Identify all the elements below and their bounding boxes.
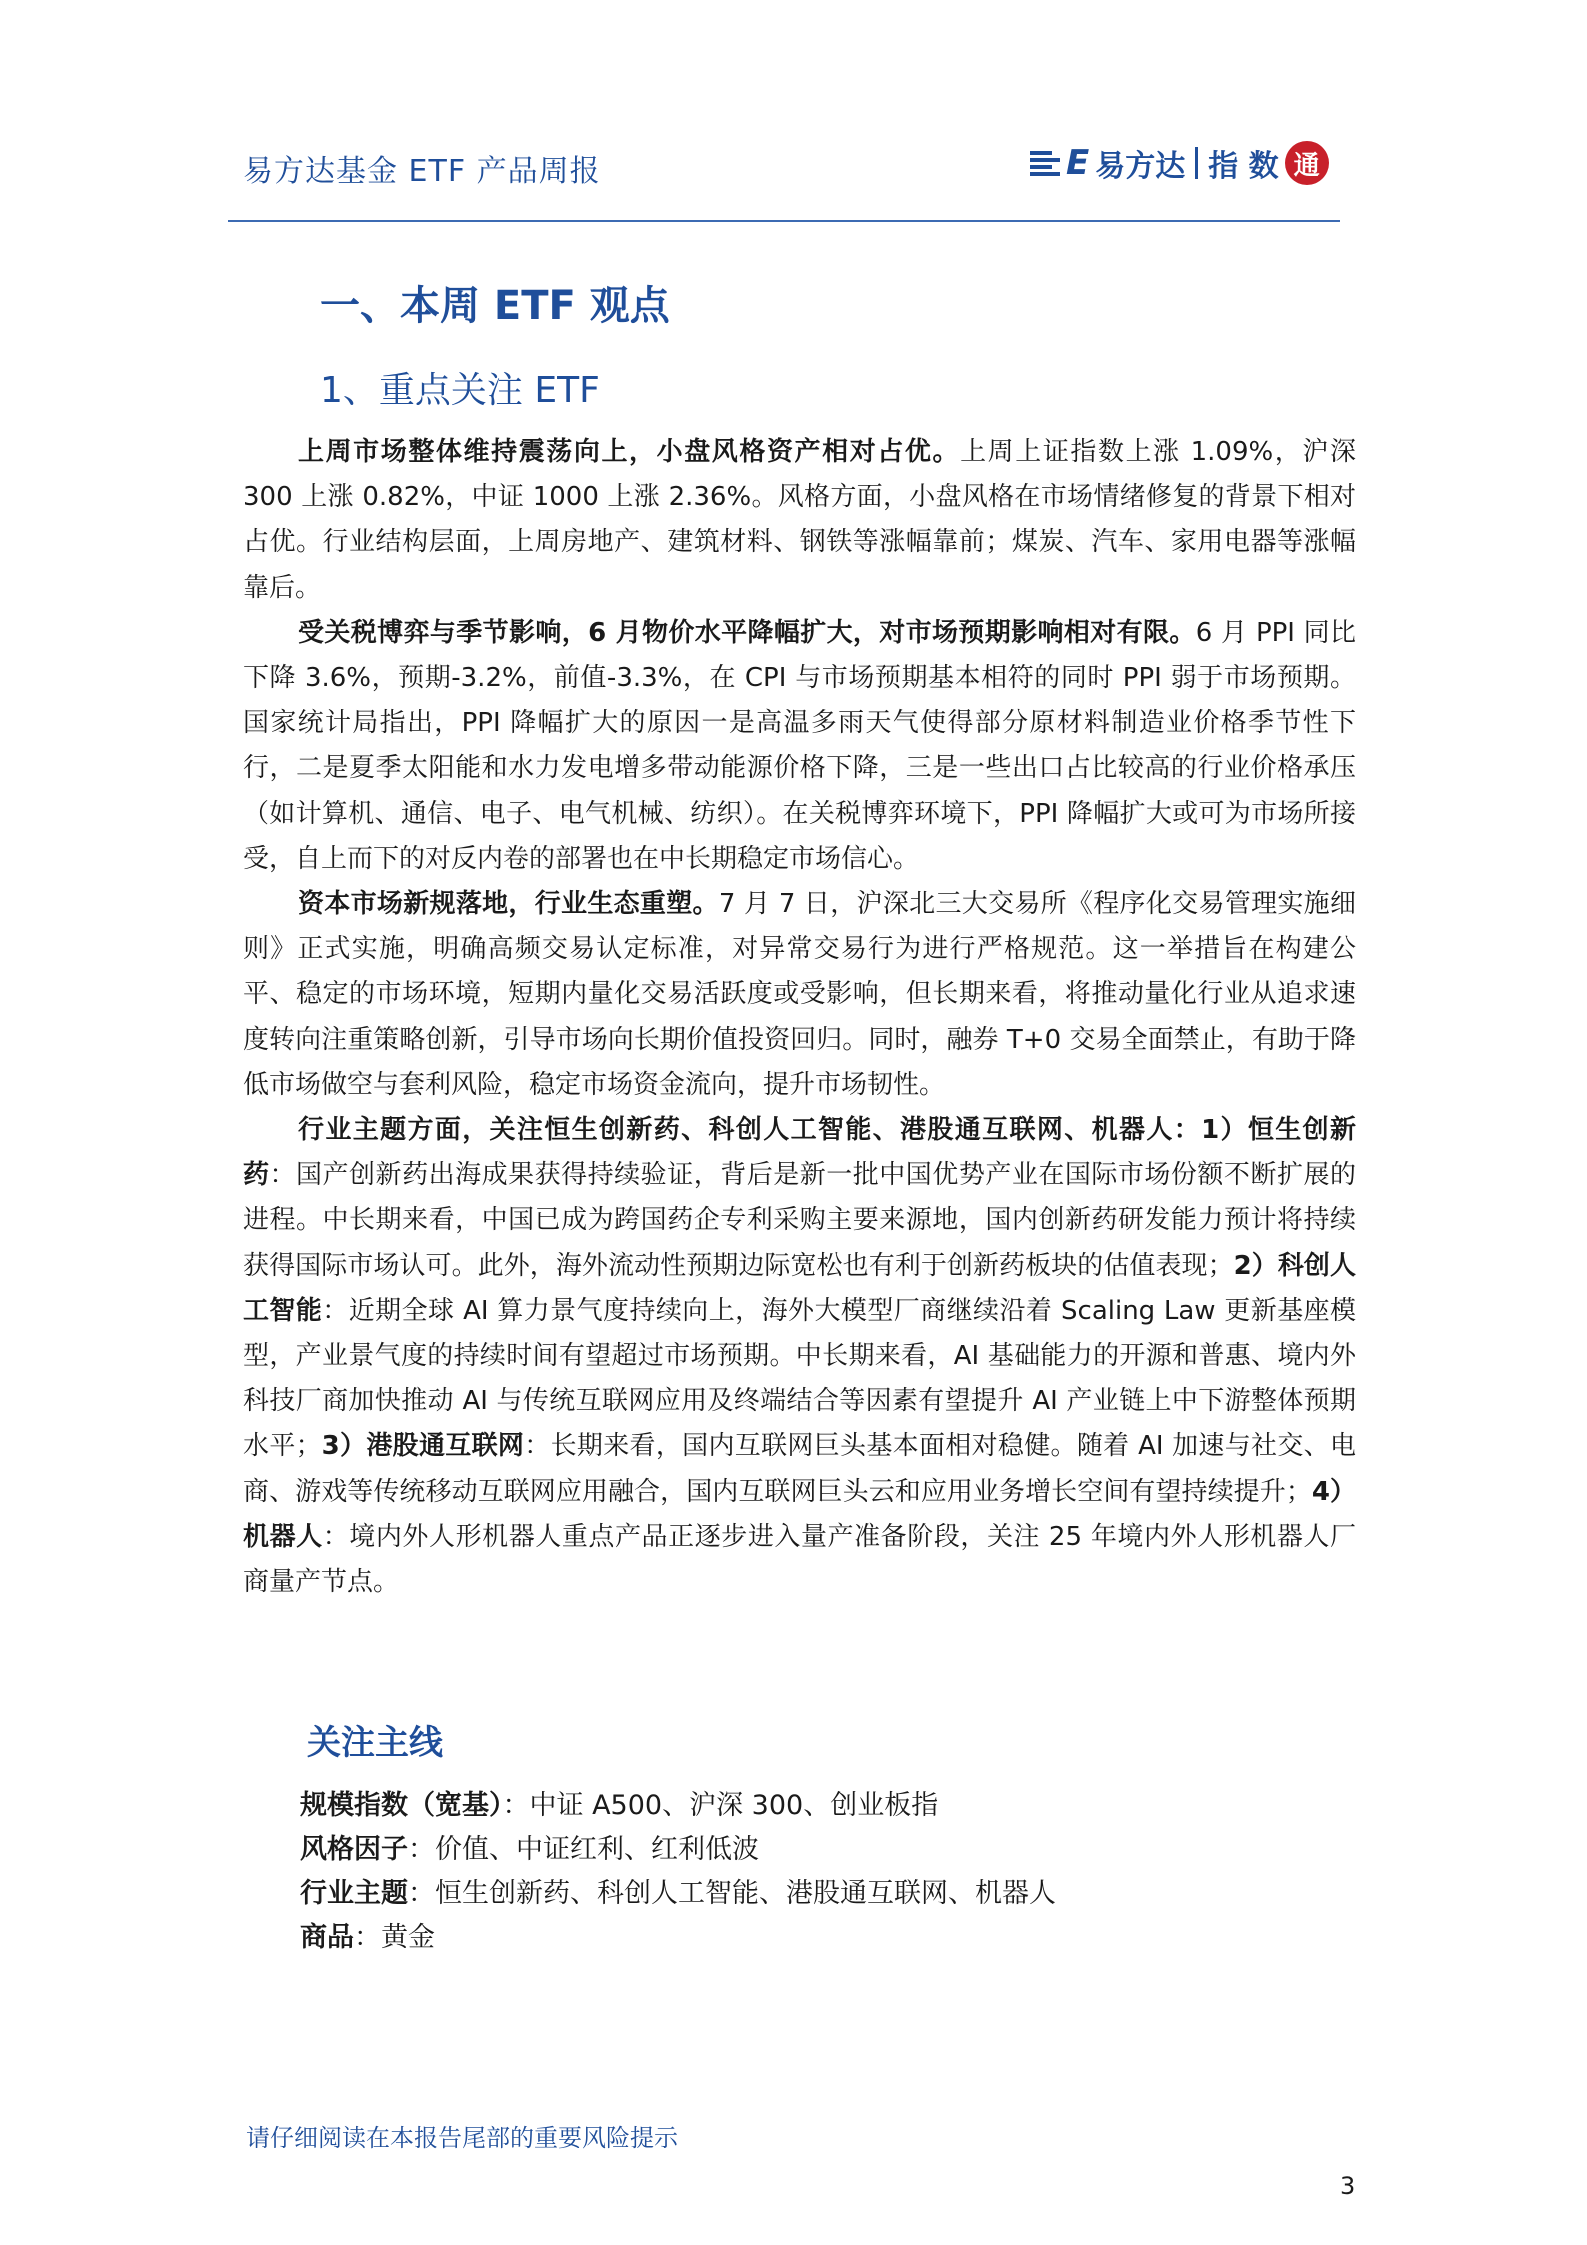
theme-label: 3）港股通互联网 [321, 1431, 525, 1462]
report-body [243, 430, 1356, 1605]
focus-item [300, 1784, 1056, 1828]
paragraph-regulation [243, 882, 1356, 1108]
paragraph-ppi [243, 611, 1356, 882]
focus-item-value: ：中证 A500、沪深 300、创业板指 [502, 1790, 939, 1821]
paragraph-text: ：长期来看，国内互联网巨头基本面相对稳健。随着 AI 加速与社交、电商、游戏等传统移动互联网应用融合，国内互联网巨头云和应用业务增长空间有望持续提升； [243, 1431, 1356, 1507]
focus-item-label: 规模指数（宽基） [300, 1790, 503, 1821]
focus-item-value: ：恒生创新药、科创人工智能、港股通互联网、机器人 [408, 1878, 1056, 1909]
header-divider [228, 220, 1340, 222]
paragraph-text: ：境内外人形机器人重点产品正逐步进入量产准备阶段，关注 25 年境内外人形机器人厂商量产节点。 [243, 1521, 1356, 1598]
section-heading: 一、本周 ETF 观点 [320, 283, 670, 329]
focus-list [300, 1784, 1056, 1960]
focus-heading: 关注主线 [307, 1723, 443, 1763]
theme-label: 2）科创人工智能 [243, 1250, 1356, 1326]
logo-subtitle: 指 数 [1208, 149, 1279, 184]
paragraph-lead: 行业主题方面，关注恒生创新药、科创人工智能、港股通互联网、机器人：1）恒生创新药 [243, 1115, 1356, 1191]
paragraph-lead: 受关税博弈与季节影响，6 月物价水平降幅扩大，对市场预期影响相对有限。 [298, 617, 1196, 648]
logo-stripes-icon [1030, 151, 1060, 176]
focus-item [300, 1828, 1056, 1872]
brand-logo [1030, 138, 1329, 188]
focus-item-label: 风格因子 [300, 1834, 408, 1865]
focus-item [300, 1872, 1056, 1916]
paragraph-text: 上周上证指数上涨 1.09%，沪深 300 上涨 0.82%，中证 1000 上涨 2.36%。风格方面，小盘风格在市场情绪修复的背景下相对占优。行业结构层面，上周房地产、建筑材料、钢铁等涨幅靠前；煤炭、汽车、家用电器等涨幅靠后。 [243, 437, 1356, 603]
focus-item-label: 行业主题 [300, 1878, 408, 1909]
paragraph-themes [243, 1108, 1356, 1605]
logo-e-icon: E [1066, 143, 1090, 183]
paragraph-text: ：近期全球 AI 算力景气度持续向上，海外大模型厂商继续沿着 Scaling Law 更新基座模型，产业景气度的持续时间有望超过市场预期。中长期来看，AI 基础能力的开源和普惠、境内外科技厂商加快推动 AI 与传统互联网应用及终端结合等因素有望提升 AI 产业链上中下游整体预期水平； [243, 1295, 1356, 1462]
paragraph-text: ：国产创新药出海成果获得持续验证，背后是新一批中国优势产业在国际市场份额不断扩展的进程。中长期来看，中国已成为跨国药企专利采购主要来源地，国内创新药研发能力预计将持续获得国际市场认可。此外，海外流动性预期边际宽松也有利于创新药板块的估值表现； [243, 1160, 1356, 1281]
paragraph-lead: 上周市场整体维持震荡向上，小盘风格资产相对占优。 [298, 437, 961, 467]
focus-item-label: 商品 [300, 1922, 354, 1953]
report-header-title: 易方达基金 ETF 产品周报 [243, 154, 601, 189]
risk-disclaimer-note: 请仔细阅读在本报告尾部的重要风险提示 [246, 2124, 678, 2152]
focus-item-value: ：价值、中证红利、红利低波 [408, 1834, 759, 1865]
focus-item-value: ：黄金 [354, 1922, 435, 1953]
paragraph-market [243, 430, 1356, 611]
logo-separator [1195, 147, 1198, 179]
focus-item [300, 1916, 1056, 1960]
paragraph-text: 6 月 PPI 同比下降 3.6%，预期-3.2%，前值-3.3%，在 CPI 与市场预期基本相符的同时 PPI 弱于市场预期。国家统计局指出，PPI 降幅扩大的原因一是高温多雨天气使得部分原材料制造业价格季节性下行，二是夏季太阳能和水力发电增多带动能源价格下降，三是一些出口占比较高的行业价格承压（如计算机、通信、电子、电气机械、纺织）。在关税博弈环境下，PPI 降幅扩大或可为市场所接受，自上而下的对反内卷的部署也在中长期稳定市场信心。 [243, 617, 1356, 874]
logo-brand-name: 易方达 [1095, 149, 1186, 184]
theme-label: 4）机器人 [243, 1476, 1356, 1552]
logo-seal-icon: 通 [1285, 141, 1329, 185]
subsection-heading: 1、重点关注 ETF [320, 370, 600, 411]
paragraph-text: 7 月 7 日，沪深北三大交易所《程序化交易管理实施细则》正式实施，明确高频交易认定标准，对异常交易行为进行严格规范。这一举措旨在构建公平、稳定的市场环境，短期内量化交易活跃度或受影响，但长期来看，将推动量化行业从追求速度转向注重策略创新，引导市场向长期价值投资回归。同时，融券 T+0 交易全面禁止，有助于降低市场做空与套利风险，稳定市场资金流向，提升市场韧性。 [243, 889, 1356, 1100]
paragraph-lead: 资本市场新规落地，行业生态重塑。 [298, 889, 719, 920]
page-number: 3 [1340, 2172, 1356, 2200]
